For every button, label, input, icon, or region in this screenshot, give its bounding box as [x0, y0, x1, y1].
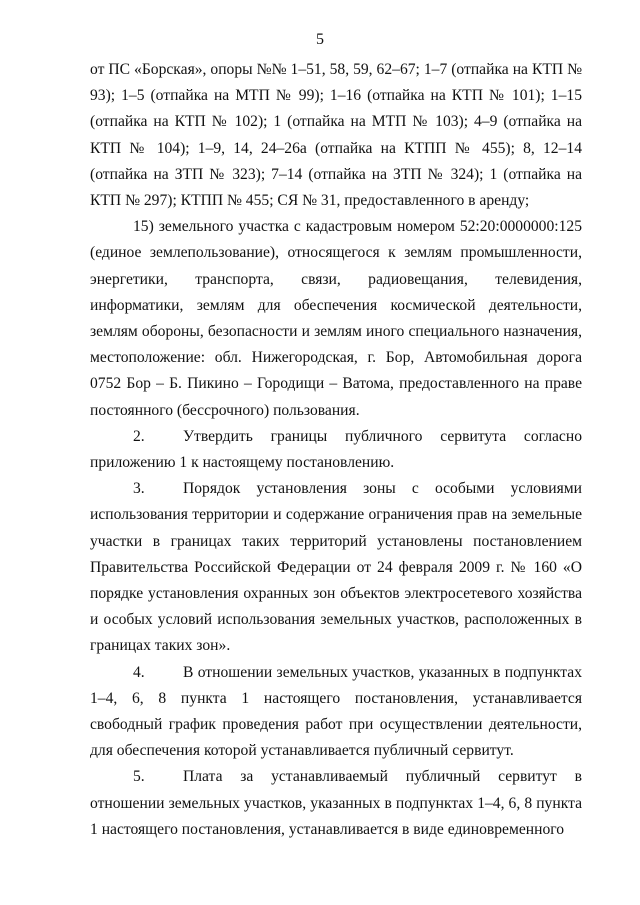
- paragraph-2: [90, 424, 582, 476]
- paragraph-5-number: 5.: [133, 768, 145, 786]
- paragraph-3-number: 3.: [133, 480, 145, 498]
- paragraph-2-text: Утвердить границы публичного сервитута согласно приложению 1 к настоящему постановлению.: [90, 427, 582, 472]
- paragraph-4-number: 4.: [133, 663, 145, 681]
- paragraph-5-text: Плата за устанавливаемый публичный сервитут в отношении земельных участков, указанных в подпунктах 1–4, 6, 8 пункта 1 настоящего постановления, устанавливается в виде единовременного: [90, 768, 582, 838]
- document-body: [90, 57, 582, 843]
- paragraph-2-number: 2.: [133, 427, 145, 445]
- paragraph-4-text: В отношении земельных участков, указанных в подпунктах 1–4, 6, 8 пункта 1 настоящего постановления, устанавливается свободный график проведения работ при осуществлении деятельности, для обеспечения которой устанавливается публичный сервитут.: [90, 663, 582, 760]
- paragraph-3-text: Порядок установления зоны с особыми условиями использования территории и содержание ограничения прав на земельные участки в границах таких территорий установлены постановлением Правительства Российской Федерации от 24 февраля 2009 г. № 160 «О порядке установления охранных зон объектов электросетевого хозяйства и особых условий использования земельных участков, расположенных в границах таких зон».: [90, 480, 582, 655]
- page-number: 5: [316, 31, 324, 48]
- paragraph-4: [90, 660, 582, 765]
- paragraph-item-15: 15) земельного участка с кадастровым номером 52:20:0000000:125 (единое землепользование), относящегося к землям промышленности, энергетики, транспорта, связи, радиовещания, телевидения, информатики, землям для обеспечения космической деятельности, землям обороны, безопасности и землям иного специального назначения, местоположение: обл. Нижегородская, г. Бор, Автомобильная дорога 0752 Бор – Б. Пикино – Городищи – Ватома, предоставленного на праве постоянного (бессрочного) пользования.: [90, 218, 582, 419]
- paragraph-5: [90, 764, 582, 843]
- paragraph-3: [90, 476, 582, 659]
- paragraph-continuation: от ПС «Борская», опоры №№ 1–51, 58, 59, 62–67; 1–7 (отпайка на КТП № 93); 1–5 (отпайка на МТП № 99); 1–16 (отпайка на КТП № 101); 1–15 (отпайка на КТП № 102); 1 (отпайка на МТП № 103); 4–9 (отпайка на КТП № 104); 1–9, 14, 24–26а (отпайка на КТПП № 455); 8, 12–14 (отпайка на ЗТП № 323); 7–14 (отпайка на ЗТП № 324); 1 (отпайка на КТП № 297); КТПП № 455; СЯ № 31, предоставленного в аренду;: [90, 61, 582, 210]
